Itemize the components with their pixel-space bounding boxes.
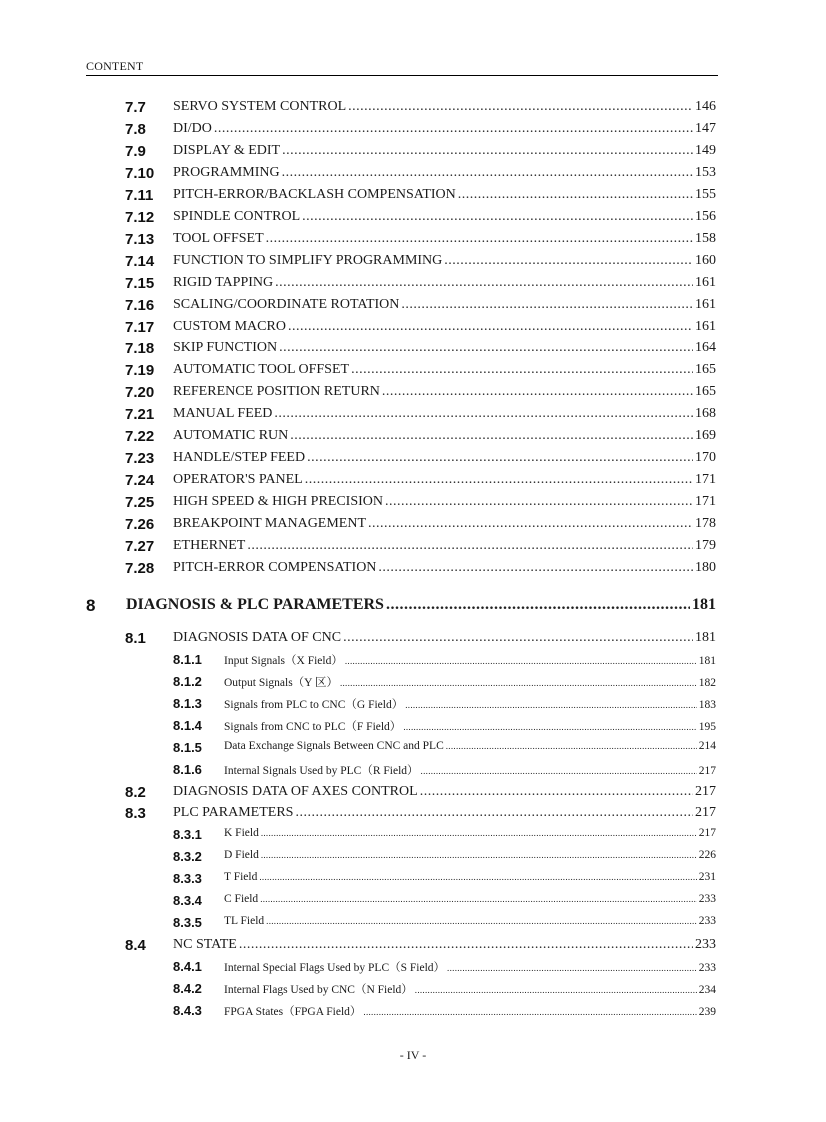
toc-entry-title: PLC PARAMETERS (173, 805, 294, 821)
dot-leader (302, 209, 693, 225)
dot-leader (214, 121, 693, 137)
toc-entry-line (224, 740, 716, 752)
toc-entry-page: 165 (695, 362, 716, 378)
dot-leader (274, 406, 693, 422)
toc-entry-line (173, 121, 716, 137)
toc-entry-title: Signals from PLC to CNC（G Field） (224, 698, 404, 711)
toc-entry-page: 160 (695, 252, 716, 268)
toc-entry-number: 7.16 (125, 296, 155, 314)
toc-entry-number: 8.1.1 (173, 651, 202, 667)
toc-entry-line (173, 165, 716, 181)
toc-entry[interactable] (0, 384, 826, 406)
toc-entry[interactable] (0, 362, 826, 384)
toc-entry-page: 147 (695, 120, 716, 136)
toc-entry-page: 231 (698, 871, 716, 884)
toc-entry-page: 169 (695, 428, 716, 444)
toc-entry-title: AUTOMATIC TOOL OFFSET (173, 362, 350, 378)
dot-leader (305, 472, 693, 488)
toc-entry-page: 217 (698, 764, 716, 777)
dot-leader (275, 275, 693, 291)
dot-leader (386, 596, 690, 614)
toc-entry[interactable] (0, 472, 826, 494)
toc-entry-line (173, 99, 716, 115)
dot-leader (340, 678, 697, 688)
toc-entry[interactable] (0, 187, 826, 209)
toc-entry[interactable] (0, 99, 826, 121)
toc-entry-title: HIGH SPEED & HIGH PRECISION (173, 494, 384, 510)
toc-entry-line (173, 450, 716, 466)
toc-entry-number: 7.9 (125, 142, 146, 160)
dot-leader (447, 963, 697, 973)
toc-entry-title: DIAGNOSIS DATA OF AXES CONTROL (173, 783, 418, 799)
dot-leader (446, 741, 697, 751)
toc-entry-page: 170 (695, 450, 716, 466)
toc-entry-number: 8.4 (125, 937, 146, 955)
toc-entry-page: 226 (698, 849, 716, 862)
dot-leader (279, 340, 693, 356)
toc-entry-line (173, 275, 716, 291)
toc-entry-line (173, 319, 716, 335)
toc-entry-line (173, 630, 716, 646)
toc-entry-page: 179 (695, 538, 716, 553)
toc-entry-line (224, 871, 716, 883)
dot-leader (345, 656, 697, 666)
toc-entry-line (224, 1003, 716, 1019)
toc-entry-page: 168 (695, 406, 716, 422)
toc-entry-number: 8.1 (125, 629, 146, 647)
toc-entry-number: 7.20 (125, 384, 155, 402)
toc-entry-number: 7.14 (125, 252, 155, 270)
toc-entry-page: 161 (695, 274, 716, 290)
toc-entry-title: Internal Special Flags Used by PLC（S Field） (224, 962, 446, 975)
dot-leader (288, 319, 693, 335)
toc-entry-page: 178 (695, 516, 716, 532)
dot-leader (405, 700, 697, 710)
toc-entry-number: 7.28 (125, 559, 155, 577)
toc-entry-title: TL Field (224, 915, 265, 928)
toc-entry-line (173, 143, 716, 159)
toc-entry-page: 217 (698, 827, 716, 840)
toc-entry-line (173, 560, 716, 576)
toc-entry-number: 8.1.3 (173, 695, 202, 711)
toc-entry-page: 181 (695, 629, 716, 645)
dot-leader (444, 253, 693, 269)
toc-entry[interactable] (0, 428, 826, 450)
toc-entry-page: 164 (695, 340, 716, 356)
toc-entry-line (173, 406, 716, 422)
toc-entry-title: HANDLE/STEP FEED (173, 450, 306, 466)
toc-entry[interactable] (0, 165, 826, 187)
toc-entry-number: 8.3.3 (173, 871, 202, 887)
toc-entry-line (224, 981, 716, 997)
toc-entry-title: Input Signals（X Field） (224, 654, 343, 667)
toc-entry-line (224, 652, 716, 668)
toc-entry-title: OPERATOR'S PANEL (173, 472, 303, 488)
toc-entry-number: 7.11 (125, 186, 154, 204)
toc-entry-line (173, 494, 716, 510)
toc-entry[interactable] (0, 319, 826, 341)
toc-entry-page: 161 (695, 318, 716, 334)
toc-entry-title: Signals from CNC to PLC（F Field） (224, 720, 402, 733)
toc-entry-line (173, 362, 716, 378)
toc-entry[interactable] (0, 630, 826, 652)
toc-entry-title: DIAGNOSIS DATA OF CNC (173, 629, 342, 645)
toc-entry-number: 8.3.5 (173, 915, 202, 931)
toc-entry-line (224, 893, 716, 905)
toc-entry-title: SERVO SYSTEM CONTROL (173, 99, 347, 114)
page-number: - IV - (399, 1048, 427, 1062)
dot-leader (282, 165, 693, 181)
toc-entry-page: 158 (695, 230, 716, 246)
toc-entry-page: 195 (698, 720, 716, 733)
toc-entry-line (173, 231, 716, 247)
toc-entry-page: 234 (698, 984, 716, 997)
toc-entry-line (173, 784, 716, 800)
toc-entry-line (224, 959, 716, 975)
toc-entry-line (173, 538, 716, 554)
dot-leader (266, 231, 693, 247)
dot-leader (290, 428, 693, 444)
toc-entry-number: 7.26 (125, 516, 155, 534)
toc-entry-title: AUTOMATIC RUN (173, 428, 289, 444)
toc-entry-number: 8.1.2 (173, 673, 202, 689)
dot-leader (259, 872, 696, 882)
toc-entry-page: 181 (692, 595, 716, 613)
toc-entry-number: 8.1.4 (173, 717, 202, 733)
toc-entry-number: 7.24 (125, 472, 155, 490)
toc-entry-line (224, 718, 716, 734)
dot-leader (351, 362, 693, 378)
toc-entry[interactable] (0, 450, 826, 472)
dot-leader (239, 937, 693, 953)
dot-leader (378, 560, 693, 576)
toc-entry-line (224, 915, 716, 927)
toc-entry-title: Internal Flags Used by CNC（N Field） (224, 984, 413, 997)
dot-leader (295, 805, 693, 821)
toc-entry-title: Internal Signals Used by PLC（R Field） (224, 764, 419, 777)
toc-entry-line (126, 596, 716, 614)
toc-entry-number: 7.10 (125, 164, 155, 182)
toc-entry-number: 8.3 (125, 805, 146, 823)
toc-entry-number: 7.22 (125, 428, 155, 446)
toc-entry-page: 233 (698, 962, 716, 975)
toc-entry-page: 181 (698, 654, 716, 667)
toc-entry-number: 7.25 (125, 494, 155, 512)
toc-entry[interactable] (0, 231, 826, 253)
toc-entry-title: Data Exchange Signals Between CNC and PLC (224, 739, 444, 752)
toc-entry-number: 8.1.5 (173, 739, 202, 755)
toc-entry-page: 217 (695, 805, 716, 821)
toc-entry-number: 8.4.2 (173, 981, 202, 997)
toc-entry-title: FUNCTION TO SIMPLIFY PROGRAMMING (173, 252, 443, 268)
header-title: CONTENT (86, 59, 144, 73)
toc-entry-number: 7.15 (125, 274, 155, 292)
toc-entry-page: 149 (695, 142, 716, 158)
toc-entry-number: 8 (86, 595, 96, 615)
toc-entry-title: RIGID TAPPING (173, 274, 274, 290)
toc-entry-page: 214 (698, 739, 716, 752)
toc-entry-title: SKIP FUNCTION (173, 340, 278, 356)
toc-entry-title: NC STATE (173, 937, 237, 953)
toc-entry-title: ETHERNET (173, 538, 246, 553)
toc-entry-line (224, 849, 716, 861)
dot-leader (420, 784, 693, 800)
dot-leader (403, 722, 696, 732)
toc-entry[interactable] (0, 121, 826, 143)
dot-leader (266, 916, 697, 926)
toc-entry-line (173, 384, 716, 400)
toc-entry-number: 7.21 (125, 406, 155, 424)
toc-entry[interactable] (0, 560, 826, 582)
toc-entry-line (224, 762, 716, 778)
toc-entry-page: 182 (698, 676, 716, 689)
toc-entry-page: 183 (698, 698, 716, 711)
toc-entry-line (224, 696, 716, 712)
dot-leader (282, 143, 693, 159)
toc-entry-number: 7.12 (125, 208, 155, 226)
dot-leader (385, 494, 693, 510)
toc-entry-line (173, 472, 716, 488)
toc-entry-title: PROGRAMMING (173, 164, 280, 180)
dot-leader (348, 99, 693, 115)
toc-entry[interactable] (0, 275, 826, 297)
toc-entry-title: CUSTOM MACRO (173, 318, 286, 334)
toc-entry[interactable] (0, 494, 826, 516)
toc-entry-title: DIAGNOSIS & PLC PARAMETERS (126, 595, 384, 613)
toc-entry[interactable] (0, 516, 826, 538)
toc-entry-line (173, 428, 716, 444)
toc-entry-page: 233 (695, 937, 716, 953)
toc-entry-page: 171 (695, 494, 716, 510)
toc-entry-number: 7.7 (125, 99, 146, 116)
dot-leader (261, 850, 697, 860)
dot-leader (307, 450, 693, 466)
toc-entry-line (173, 937, 716, 953)
dot-leader (260, 894, 697, 904)
toc-entry-number: 8.4.1 (173, 959, 202, 975)
dot-leader (401, 297, 693, 313)
dot-leader (368, 516, 693, 532)
dot-leader (415, 985, 697, 995)
toc-entry-title: T Field (224, 871, 258, 884)
toc-entry-number: 7.8 (125, 120, 146, 138)
toc-entry-number: 8.4.3 (173, 1003, 202, 1018)
dot-leader (421, 766, 697, 776)
dot-leader (382, 384, 693, 400)
toc-entry-page: 233 (698, 893, 716, 906)
toc-entry-title: FPGA States（FPGA Field） (224, 1006, 362, 1018)
toc-entry-title: BREAKPOINT MANAGEMENT (173, 516, 367, 532)
toc-entry[interactable] (0, 784, 826, 806)
running-header (86, 58, 718, 76)
toc-entry-title: DISPLAY & EDIT (173, 142, 281, 158)
toc-entry-page: 156 (695, 208, 716, 224)
dot-leader (343, 630, 693, 646)
toc-entry-page: 146 (695, 99, 716, 114)
toc-entry-number: 7.23 (125, 450, 155, 468)
toc-entry-number: 7.18 (125, 340, 155, 358)
toc-entry-line (224, 674, 716, 690)
dot-leader (247, 538, 693, 554)
toc-entry-line (224, 827, 716, 839)
toc-entry-title: K Field (224, 827, 259, 840)
toc-entry-title: SPINDLE CONTROL (173, 208, 301, 224)
toc-entry-title: PITCH-ERROR COMPENSATION (173, 559, 377, 575)
toc-entry-number: 7.19 (125, 362, 155, 380)
toc-entry-line (173, 187, 716, 203)
toc-entry-page: 239 (698, 1006, 716, 1018)
toc-entry[interactable] (0, 340, 826, 362)
toc-entry-number: 8.3.2 (173, 849, 202, 865)
toc-entry[interactable] (0, 805, 826, 827)
toc-entry[interactable] (0, 143, 826, 165)
toc-entry-page: 233 (698, 915, 716, 928)
toc-entry-line (173, 253, 716, 269)
toc-entry-title: C Field (224, 893, 259, 906)
toc-entry[interactable] (0, 297, 826, 319)
toc-entry[interactable] (0, 253, 826, 275)
dot-leader (363, 1007, 696, 1017)
toc-entry-number: 8.3.1 (173, 827, 202, 843)
toc-entry[interactable] (0, 937, 826, 959)
toc-entry-title: PITCH-ERROR/BACKLASH COMPENSATION (173, 186, 456, 202)
toc-entry-title: TOOL OFFSET (173, 230, 264, 246)
toc-entry-title: SCALING/COORDINATE ROTATION (173, 296, 400, 312)
toc-entry-line (173, 516, 716, 532)
toc-entry-number: 8.1.6 (173, 761, 202, 777)
toc-entry-title: DI/DO (173, 120, 212, 136)
toc-entry-title: REFERENCE POSITION RETURN (173, 384, 380, 400)
toc-entry-number: 7.13 (125, 230, 155, 248)
toc-entry-page: 180 (695, 559, 716, 575)
toc-entry-page: 171 (695, 472, 716, 488)
toc-entry-number: 8.3.4 (173, 893, 202, 909)
toc-entry[interactable] (0, 538, 826, 560)
toc-entry-page: 153 (695, 164, 716, 180)
toc-entry-page: 165 (695, 384, 716, 400)
toc-entry-page: 217 (695, 783, 716, 799)
dot-leader (458, 187, 693, 203)
toc-entry-number: 8.2 (125, 783, 146, 801)
toc-entry-page: 161 (695, 296, 716, 312)
toc-entry-line (173, 340, 716, 356)
toc-entry-line (173, 805, 716, 821)
toc-entry-line (173, 209, 716, 225)
toc-entry-title: D Field (224, 849, 259, 862)
toc-entry[interactable] (0, 209, 826, 231)
toc-entry-number: 7.27 (125, 538, 155, 555)
toc-entry-line (173, 297, 716, 313)
toc-entry-page: 155 (695, 186, 716, 202)
dot-leader (261, 828, 697, 838)
toc-entry-number: 7.17 (125, 318, 155, 336)
toc-entry-title: MANUAL FEED (173, 406, 273, 422)
toc-entry[interactable] (0, 406, 826, 428)
toc-entry-title: Output Signals（Y 区） (224, 676, 338, 689)
